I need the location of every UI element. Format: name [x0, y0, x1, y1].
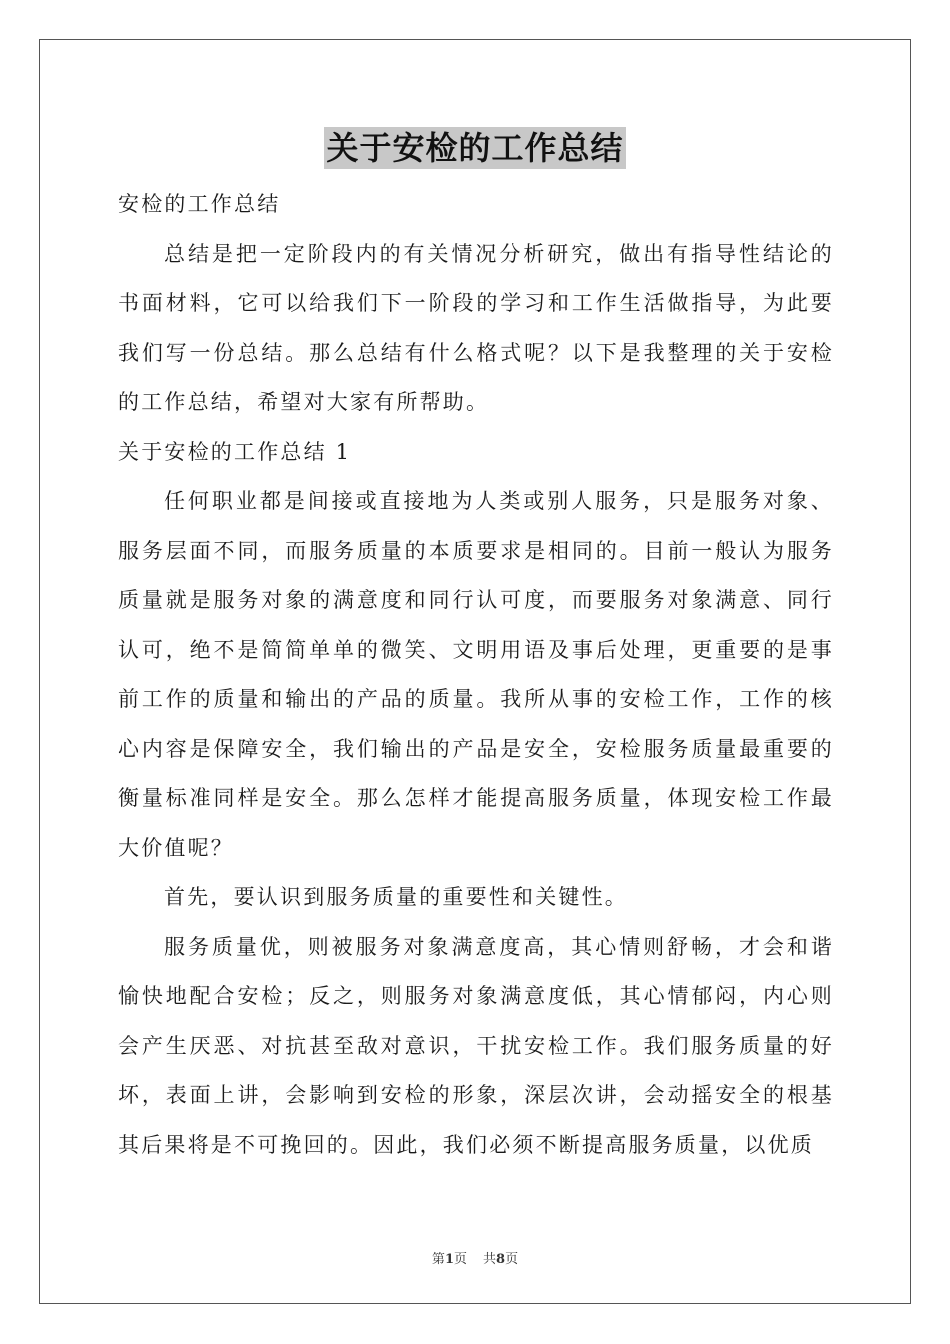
- page-footer: [0, 1248, 950, 1267]
- title-container: [0, 127, 950, 169]
- page-unit: 页: [453, 1252, 467, 1267]
- total-page-number: 8: [496, 1252, 506, 1267]
- total-prefix: 共: [483, 1252, 497, 1267]
- paragraph: 首先，要认识到服务质量的重要性和关键性。: [164, 885, 628, 909]
- paragraph: 任何职业都是间接或直接地为人类或别人服务，只是服务对象、服务层面不同，而服务质量的本质要求是相同的。目前一般认为服务质量就是服务对象的满意度和同行认可度，而要服务对象满意、同行认可，绝不是简简单单的微笑、文明用语及事后处理，更重要的是事前工作的质量和输出的产品的质量。我所从事的安检工作，工作的核心内容是保障安全，我们输出的产品是安全，安检服务质量最重要的衡量标准同样是安全。那么怎样才能提高服务质量，体现安检工作最大价值呢？: [118, 489, 834, 860]
- document-title: 关于安检的工作总结: [326, 129, 624, 167]
- paragraph: 总结是把一定阶段内的有关情况分析研究，做出有指导性结论的书面材料，它可以给我们下一阶段的学习和工作生活做指导，为此要我们写一份总结。那么总结有什么格式呢？以下是我整理的关于安检的工作总结，希望对大家有所帮助。: [118, 241, 834, 414]
- paragraph: 服务质量优，则被服务对象满意度高，其心情则舒畅，才会和谐愉快地配合安检；反之，则服务对象满意度低，其心情郁闷，内心则会产生厌恶、对抗甚至敌对意识，干扰安检工作。我们服务质量的好坏，表面上讲，会影响到安检的形象，深层次讲，会动摇安全的根基其后果将是不可挽回的。因此，我们必须不断提高服务质量，以优质: [118, 934, 834, 1157]
- page-prefix: 第: [431, 1252, 445, 1267]
- total-unit: 页: [505, 1252, 519, 1267]
- current-page-number: 1: [444, 1252, 454, 1267]
- document-body: [118, 180, 834, 1170]
- section-heading: 关于安检的工作总结 1: [118, 439, 352, 464]
- section-heading: 安检的工作总结: [118, 192, 281, 216]
